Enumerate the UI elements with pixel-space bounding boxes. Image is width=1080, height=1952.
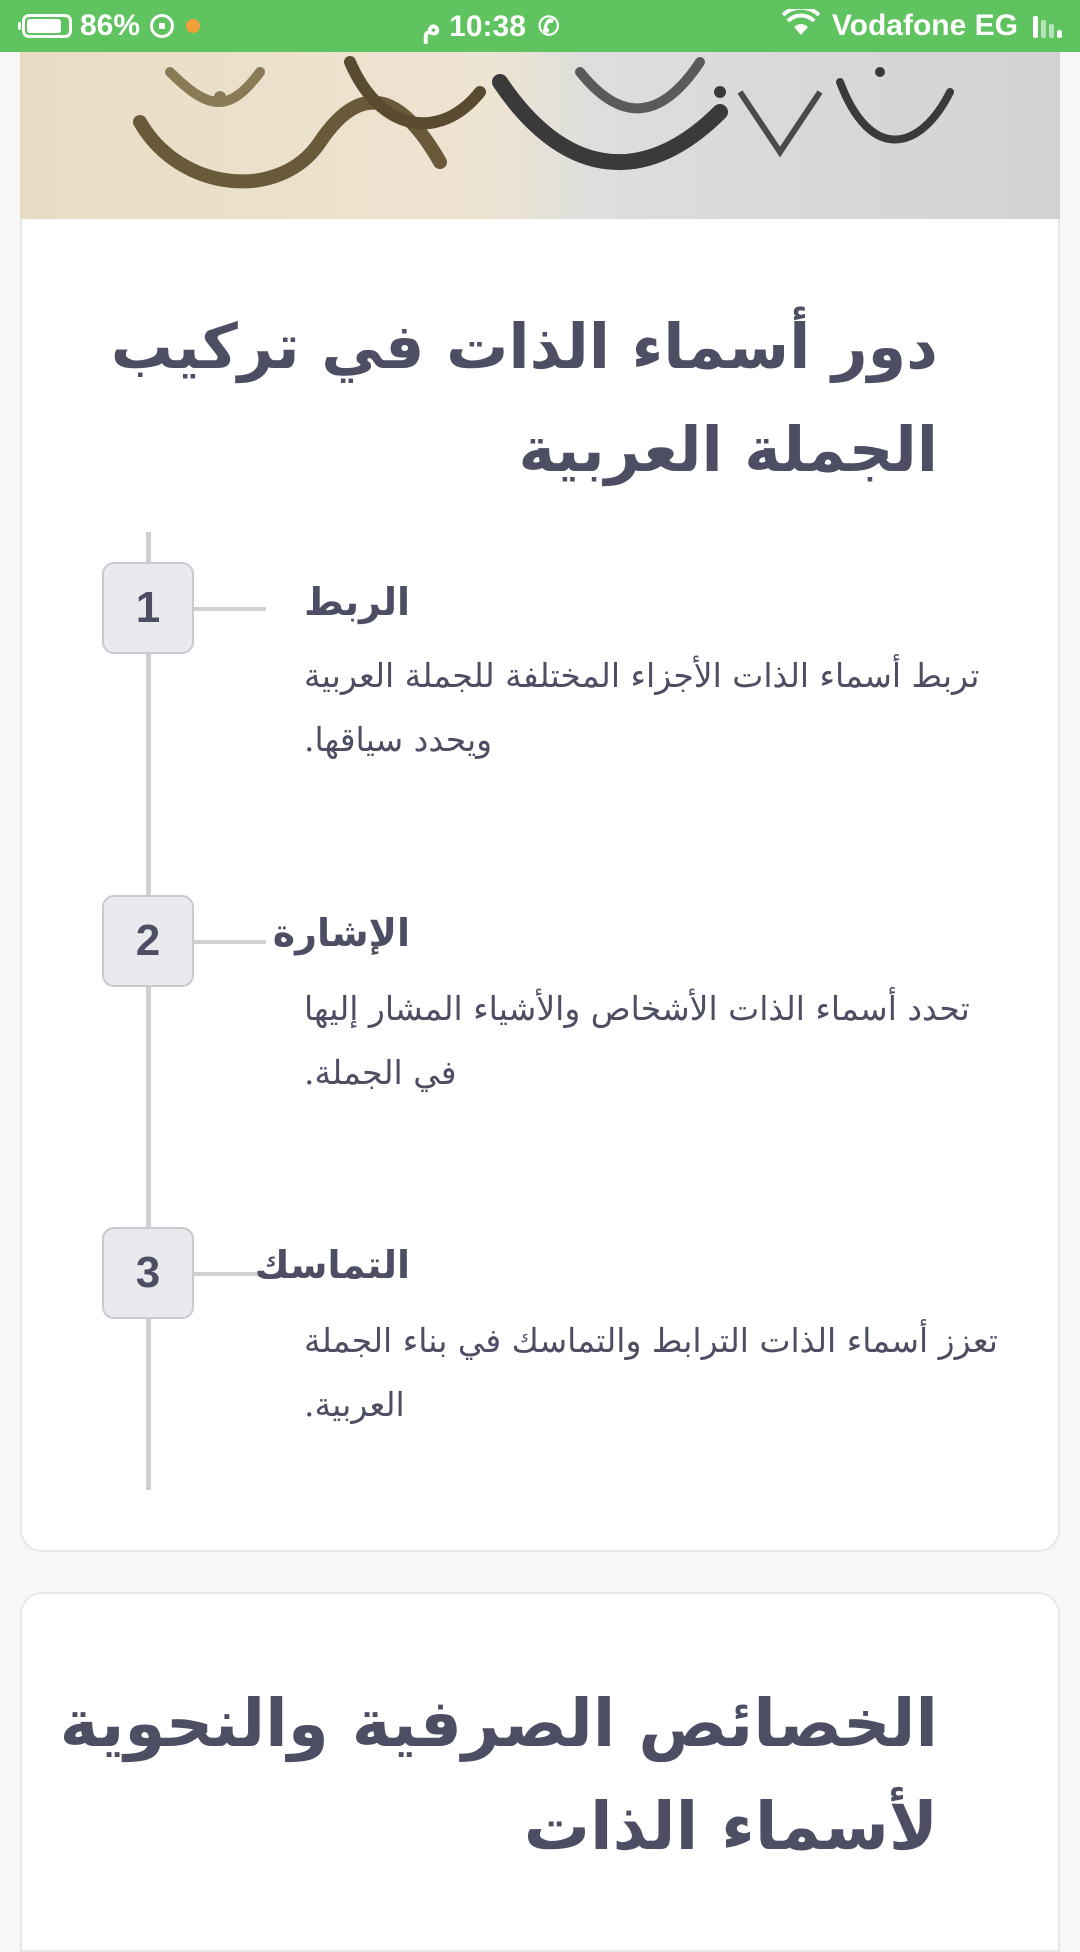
step-number-badge: 1 bbox=[102, 562, 194, 654]
step-title: الربط bbox=[304, 580, 410, 624]
role-card bbox=[20, 52, 1060, 1552]
clock: 10:38 م bbox=[422, 9, 526, 43]
status-left bbox=[22, 9, 200, 43]
step-text: تعزز أسماء الذات الترابط والتماسك في بناء الجملة العربية. bbox=[304, 1321, 998, 1424]
call-icon: ✆ bbox=[537, 10, 560, 41]
step-connector bbox=[194, 940, 266, 944]
step-text: تربط أسماء الذات الأجزاء المختلفة للجملة العربية ويحدد سياقها. bbox=[304, 656, 980, 759]
signal-icon bbox=[1030, 14, 1062, 38]
properties-card bbox=[20, 1592, 1060, 1952]
status-center bbox=[422, 9, 559, 44]
rotation-lock-icon bbox=[150, 14, 174, 38]
step-number-badge: 3 bbox=[102, 1227, 194, 1319]
arabic-calligraphy-image bbox=[20, 52, 1060, 219]
step-title: الإشارة bbox=[272, 911, 410, 955]
status-right bbox=[782, 9, 1062, 44]
step-number-badge: 2 bbox=[102, 895, 194, 987]
status-bar bbox=[0, 0, 1080, 52]
section-title: الخصائص الصرفية والنحوية لأسماء الذات bbox=[59, 1685, 938, 1865]
carrier-name: Vodafone EG bbox=[831, 9, 1018, 42]
timeline-line bbox=[146, 532, 151, 1490]
wifi-icon bbox=[782, 9, 820, 44]
battery-level: 86% bbox=[80, 9, 141, 42]
step-connector bbox=[194, 607, 266, 611]
step-text: تحدد أسماء الذات الأشخاص والأشياء المشار إليها في الجملة. bbox=[304, 989, 970, 1092]
step-title: التماسك bbox=[254, 1243, 410, 1287]
section-title: دور أسماء الذات في تركيب الجملة العربية bbox=[110, 310, 938, 486]
battery-icon bbox=[22, 14, 72, 38]
recording-dot-icon bbox=[186, 19, 200, 33]
